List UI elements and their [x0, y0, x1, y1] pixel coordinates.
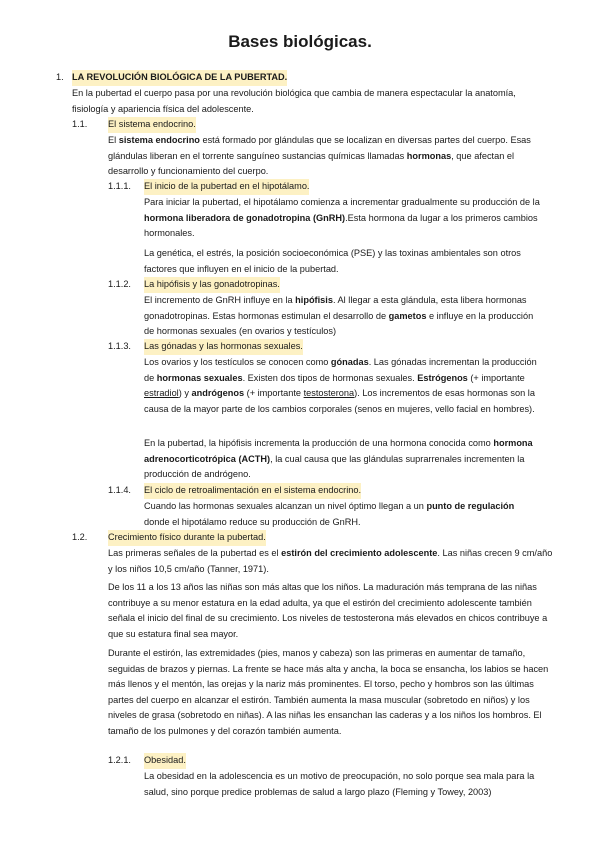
section-1-1-1-paragraph-1: Para iniciar la pubertad, el hipotálamo comienza a incrementar gradualmente su producción de la hormona liberadora de gonadotropina (GnRH).Esta hormona da lugar a los primeros cambios hormonales.	[144, 197, 540, 238]
section-1-number: 1.	[56, 72, 64, 82]
section-1-1-paragraph: El sistema endocrino está formado por glándulas que se localizan en diversas partes del cuerpo. Esas glándulas liberan en el torrente sanguíneo sustancias químicas llamadas hormonas, que afectan el desarrollo y funcionamiento del cuerpo.	[108, 135, 531, 176]
section-1-1-1-paragraph-2: La genética, el estrés, la posición socioeconómica (PSE) y las toxinas ambientales son otros factores que influyen en el inicio de la pubertad.	[144, 248, 521, 274]
section-1-1-title: El sistema endocrino.	[108, 117, 196, 133]
section-1-1-2-paragraph: El incremento de GnRH influye en la hipófisis. Al llegar a esta glándula, esta libera hormonas gonadotropinas. Estas hormonas estimulan el desarrollo de gametos e influye en la producción de hormonas sexuales (en ovarios y testículos)	[144, 295, 534, 336]
section-1-2-paragraph-3: Durante el estirón, las extremidades (pies, manos y cabeza) son las primeras en aumentar de tamaño, seguidas de brazos y piernas. La frente se hace más alta y ancha, la boca se ensancha, los labios se hacen más llenos y el mentón, las orejas y la nariz más prominentes. El torso, pecho y hombros son las últimas partes del cuerpo en alcanzar el estirón. También aumenta la masa muscular (sobretodo en niños) y los niveles de grasa (sobretodo en niñas). A las niñas les ensanchan las caderas y a los niños los hombros. El tamaño de los pulmones y del corazón también aumenta.	[108, 648, 549, 736]
section-1-1-1-number: 1.1.1.	[108, 181, 131, 191]
section-1-1-4-title: El ciclo de retroalimentación en el sistema endocrino.	[144, 483, 361, 499]
section-1-2-paragraph-2: De los 11 a los 13 años las niñas son más altas que los niños. La maduración más temprana de las niñas contribuye a su menor estatura en la edad adulta, ya que el estirón del crecimiento adolescente también señala el inicio del final de su crecimiento. Los niveles de testosterona más elevados en chicos contribuye a que su estatura final sea mayor.	[108, 582, 548, 639]
section-1-title: LA REVOLUCIÓN BIOLÓGICA DE LA PUBERTAD.	[72, 70, 287, 86]
section-1-2-1-title: Obesidad.	[144, 753, 186, 769]
section-1-1-2-number: 1.1.2.	[108, 279, 131, 289]
section-1-2-paragraph-1: Las primeras señales de la pubertad es el estirón del crecimiento adolescente. Las niñas crecen 9 cm/año y los niños 10,5 cm/año (Tanner, 1971).	[108, 548, 553, 574]
section-1-2-1-number: 1.2.1.	[108, 755, 131, 765]
document-title: Bases biológicas.	[228, 32, 372, 51]
section-1-1-3-paragraph-2: En la pubertad, la hipófisis incrementa la producción de una hormona conocida como hormona adrenocorticotrópica (ACTH), la cual causa que las glándulas suprarrenales incrementen la producción de andrógeno.	[144, 438, 533, 479]
section-1-intro: En la pubertad el cuerpo pasa por una revolución biológica que cambia de manera espectacular la anatomía, fisiología y apariencia física del adolescente.	[72, 88, 516, 114]
section-1-1-3-paragraph-1: Los ovarios y los testículos se conocen como gónadas. Las gónadas incrementan la producción de hormonas sexuales. Existen dos tipos de hormonas sexuales. Estrógenos (+ importante estradiol) y andrógenos (+ importante testosterona). Los incrementos de esas hormonas son la causa de la mayor parte de los cambios corporales (senos en mujeres, vello facial en hombres).	[144, 357, 537, 414]
section-1-2-title: Crecimiento físico durante la pubertad.	[108, 530, 266, 546]
section-1-1-1-title: El inicio de la pubertad en el hipotálamo.	[144, 179, 309, 195]
section-1-1-4-paragraph: Cuando las hormonas sexuales alcanzan un nivel óptimo llegan a un punto de regulación donde el hipotálamo reduce su producción de GnRH.	[144, 501, 515, 527]
section-1-1-number: 1.1.	[72, 119, 88, 129]
section-1-1-3-number: 1.1.3.	[108, 341, 131, 351]
section-1-1-4-number: 1.1.4.	[108, 485, 131, 495]
section-1-2-1-paragraph: La obesidad en la adolescencia es un motivo de preocupación, no solo porque sea mala para la salud, sino porque predice problemas de salud a largo plazo (Fleming y Towey, 2003)	[144, 771, 535, 797]
section-1-1-3-title: Las gónadas y las hormonas sexuales.	[144, 339, 303, 355]
section-1-1-2-title: La hipófisis y las gonadotropinas.	[144, 277, 280, 293]
section-1-2-number: 1.2.	[72, 532, 88, 542]
